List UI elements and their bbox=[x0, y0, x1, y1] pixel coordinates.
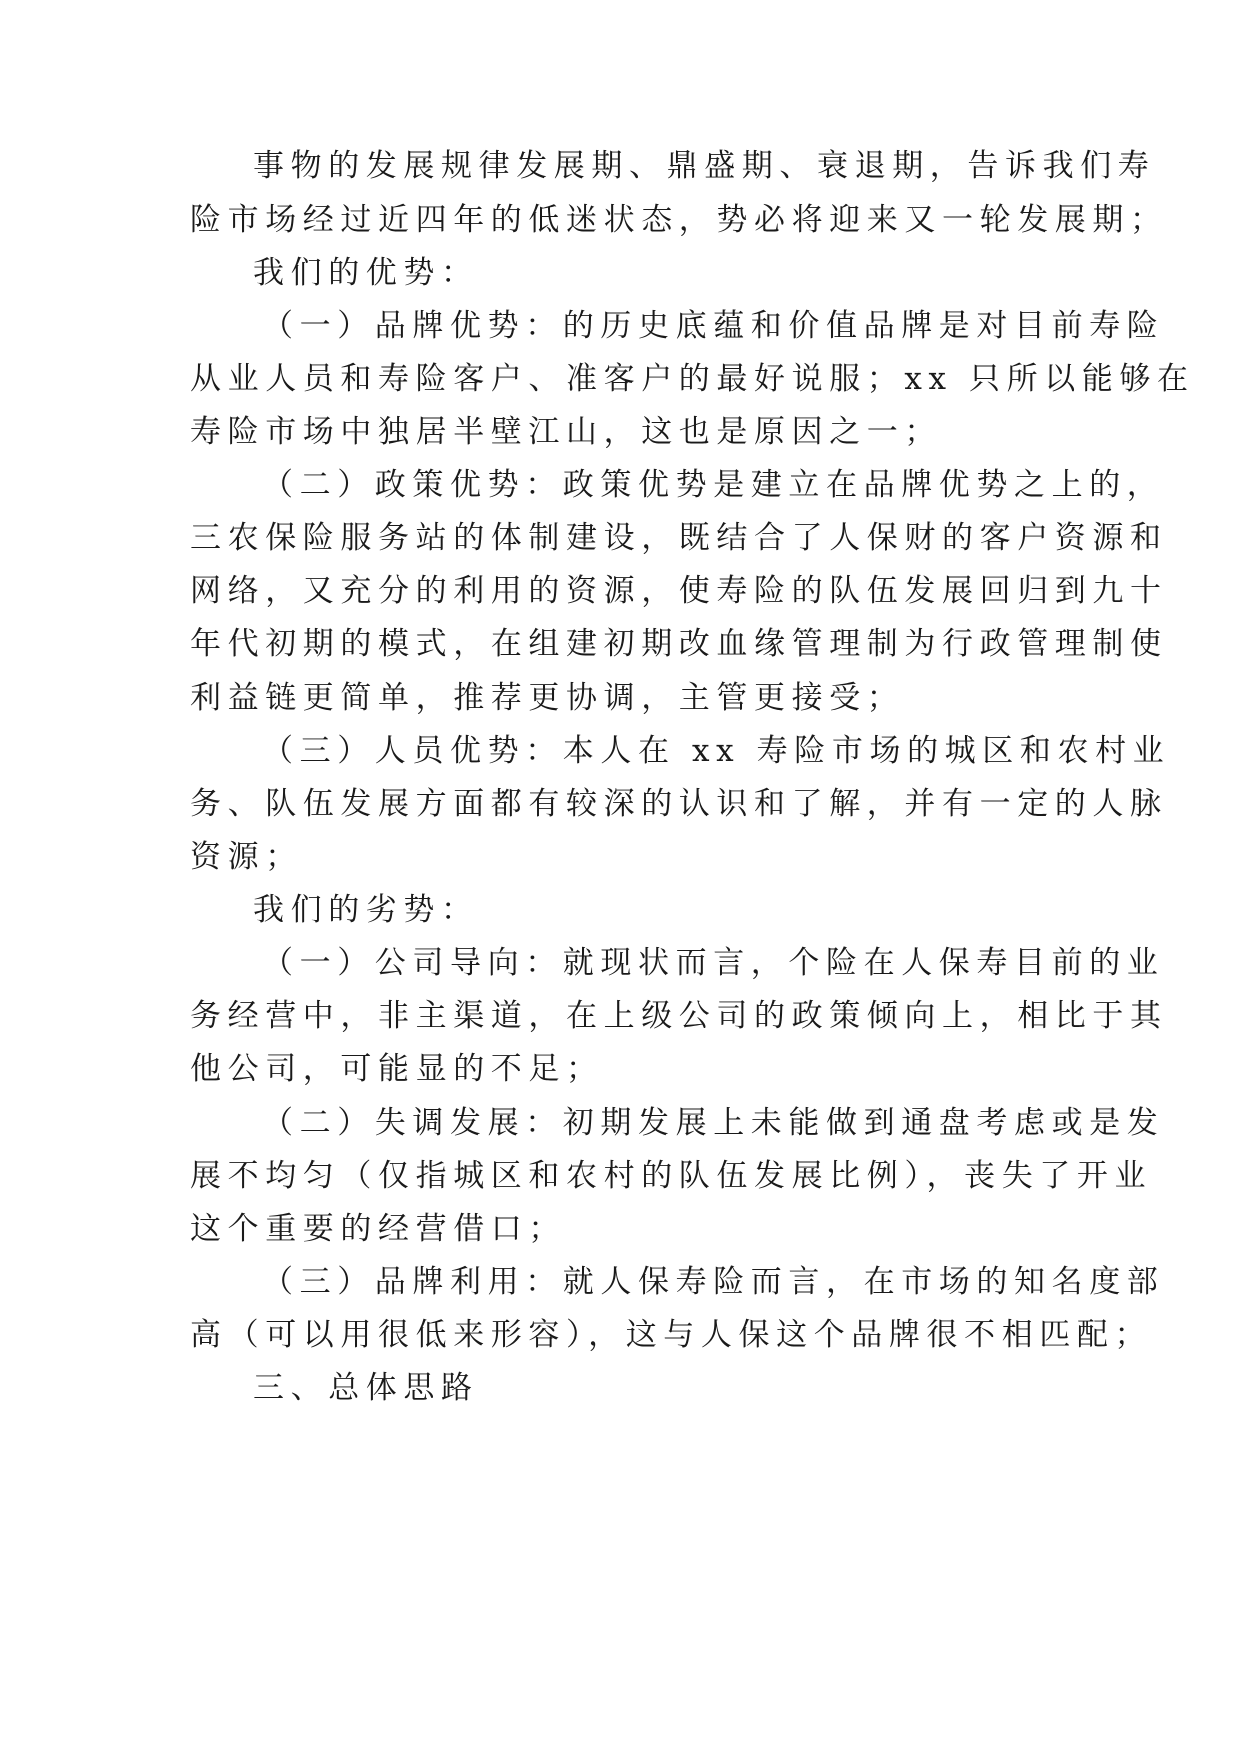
paragraph-line: 展不均匀（仅指城区和农村的队伍发展比例），丧失了开业 bbox=[190, 1158, 1153, 1194]
paragraph-line: 资源； bbox=[190, 839, 303, 875]
paragraph-line: （一）品牌优势：的历史底蕴和价值品牌是对目前寿险 bbox=[262, 308, 1165, 344]
section-heading-disadvantages: 我们的劣势： bbox=[253, 892, 479, 928]
section-heading-overall-approach: 三、总体思路 bbox=[253, 1370, 479, 1406]
paragraph-line: 三农保险服务站的体制建设，既结合了人保财的客户资源和 bbox=[190, 520, 1168, 556]
paragraph-line: （三）人员优势：本人在 xx 寿险市场的城区和农村业 bbox=[262, 733, 1171, 769]
paragraph-line: 事物的发展规律发展期、鼎盛期、衰退期，告诉我们寿 bbox=[253, 148, 1156, 184]
paragraph-line: 利益链更简单，推荐更协调，主管更接受； bbox=[190, 680, 905, 716]
section-heading-advantages: 我们的优势： bbox=[253, 255, 479, 291]
paragraph-line: 年代初期的模式，在组建初期改血缘管理制为行政管理制使 bbox=[190, 626, 1168, 662]
paragraph-line: 高（可以用很低来形容），这与人保这个品牌很不相匹配； bbox=[190, 1317, 1153, 1353]
paragraph-line: 网络，又充分的利用的资源，使寿险的队伍发展回归到九十 bbox=[190, 573, 1168, 609]
paragraph-line: （二）失调发展：初期发展上未能做到通盘考虑或是发 bbox=[262, 1105, 1165, 1141]
paragraph-line: 他公司，可能显的不足； bbox=[190, 1051, 604, 1087]
paragraph-line: （二）政策优势：政策优势是建立在品牌优势之上的， bbox=[262, 467, 1165, 503]
paragraph-line: 从业人员和寿险客户、准客户的最好说服；xx 只所以能够在 bbox=[190, 361, 1195, 397]
paragraph-line: 这个重要的经营借口； bbox=[190, 1211, 566, 1247]
paragraph-line: 寿险市场中独居半壁江山，这也是原因之一； bbox=[190, 414, 942, 450]
paragraph-line: 险市场经过近四年的低迷状态，势必将迎来又一轮发展期； bbox=[190, 202, 1168, 238]
paragraph-line: （三）品牌利用：就人保寿险而言，在市场的知名度部 bbox=[262, 1264, 1165, 1300]
paragraph-line: （一）公司导向：就现状而言，个险在人保寿目前的业 bbox=[262, 945, 1165, 981]
paragraph-line: 务、队伍发展方面都有较深的认识和了解，并有一定的人脉 bbox=[190, 786, 1168, 822]
paragraph-line: 务经营中，非主渠道，在上级公司的政策倾向上，相比于其 bbox=[190, 998, 1168, 1034]
